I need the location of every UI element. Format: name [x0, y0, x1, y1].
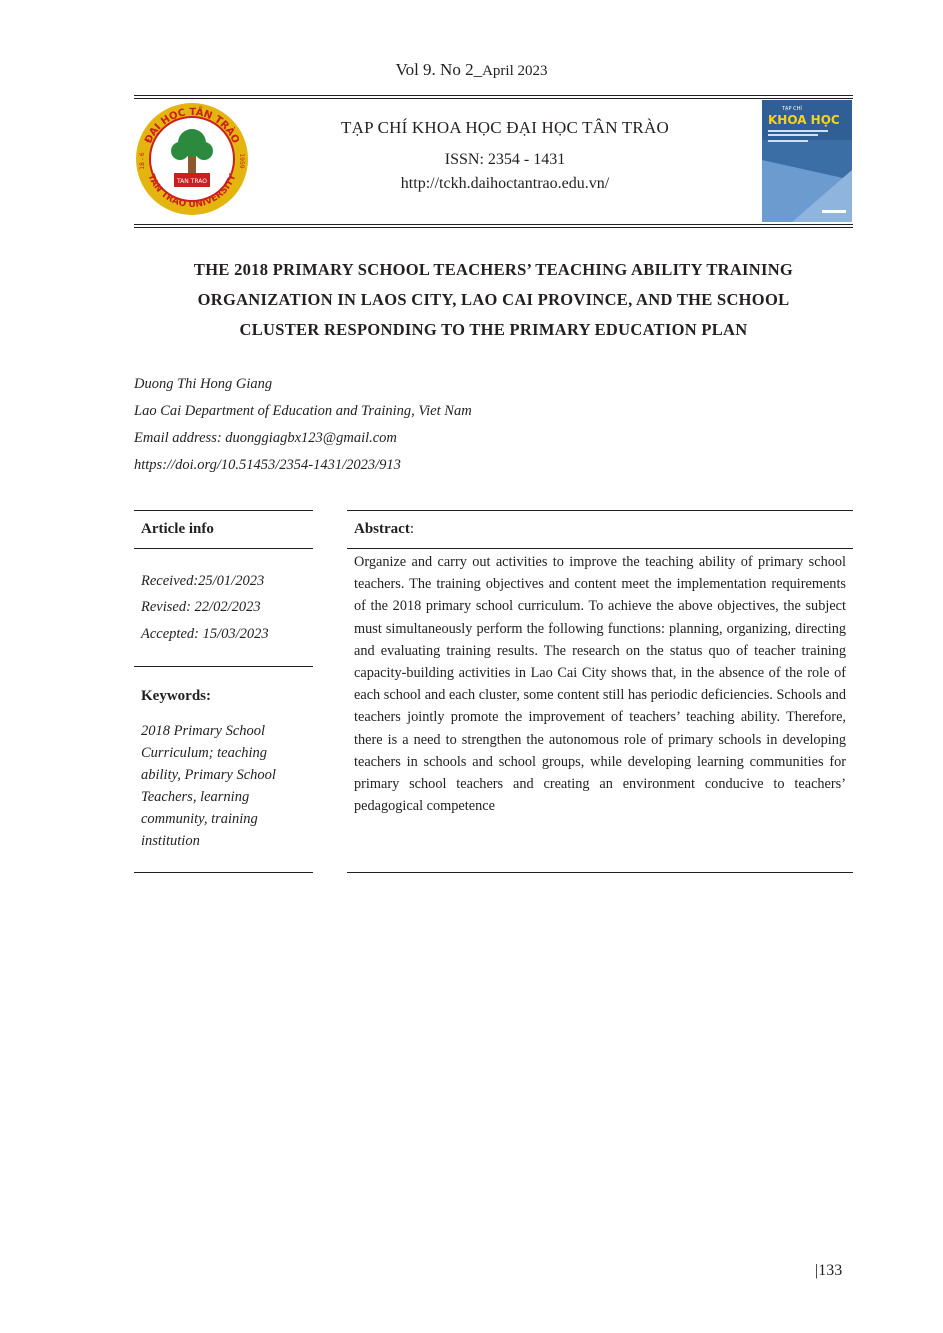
author-name: Duong Thi Hong Giang	[134, 376, 273, 392]
abstract-bottom-rule	[347, 872, 853, 873]
cover-big-text: KHOA HỌC	[768, 113, 840, 127]
author-affiliation: Lao Cai Department of Education and Training, Viet Nam	[134, 403, 472, 419]
title-line-2: ORGANIZATION IN LAOS CITY, LAO CAI PROVINCE, AND THE SCHOOL	[197, 290, 790, 309]
cover-small-text: TẠP CHÍ	[782, 106, 802, 112]
dates-bottom-rule	[134, 666, 313, 667]
abstract-text: Organize and carry out activities to improve the teaching ability of primary school teachers. The training objectives and content meet the implementation requirements of the 2018 primary school curriculum. To achieve the above objectives, the subject must simultaneously perform the following functions: planning, organizing, directing and evaluating training results. The research on the status quo of teacher training capacity-building activities in Lao Cai City shows that, in the absence of the role of each school and each cluster, some content still has periodic deficiencies. Schools and teachers jointly promote the improvement of teachers’ teaching ability. Therefore, there is a need to strengthen the autonomous role of primary schools in developing teachers in schools and school groups, while developing learning communities for primary school teachers and creating an environment conducive to teachers’ pedagogical competence	[354, 554, 846, 815]
abstract-top-rule	[347, 510, 853, 511]
journal-cover-image	[762, 100, 852, 222]
header-bottom-rule	[134, 224, 853, 225]
header-bottom-rule-thin	[134, 227, 853, 228]
logo-text-top: ĐẠI HỌC TÂN TRÀO	[143, 106, 241, 146]
journal-issn: ISSN: 2354 - 1431	[444, 151, 566, 168]
article-doi[interactable]: https://doi.org/10.51453/2354-1431/2023/913	[134, 457, 401, 473]
logo-side-right: 1959	[238, 153, 245, 169]
revised-date: Revised: 22/02/2023	[141, 599, 261, 615]
abstract-heading-rule	[347, 548, 853, 549]
author-email[interactable]: Email address: duonggiagbx123@gmail.com	[134, 430, 397, 446]
abstract-heading: Abstract	[354, 521, 410, 537]
journal-url[interactable]: http://tckh.daihoctantrao.edu.vn/	[400, 175, 610, 192]
article-title	[134, 255, 853, 345]
logo-text-bottom: TAN TRAO UNIVERSITY	[145, 172, 239, 211]
logo-side-left: 18 - 6	[139, 152, 146, 170]
keywords-heading: Keywords:	[141, 688, 211, 704]
info-heading-rule	[134, 548, 313, 549]
info-top-rule	[134, 510, 313, 511]
logo-plate-text: TAN TRAO	[176, 178, 208, 185]
journal-name: TẠP CHÍ KHOA HỌC ĐẠI HỌC TÂN TRÀO	[341, 118, 669, 137]
keywords-list: 2018 Primary School Curriculum; teaching ability, Primary School Teachers, learning community, training institution	[141, 723, 276, 849]
university-logo	[134, 101, 250, 217]
header-top-rule	[134, 95, 853, 96]
info-bottom-rule	[134, 872, 313, 873]
volume-number: Vol 9. No 2_	[395, 60, 483, 79]
abstract-heading-colon: :	[409, 521, 414, 537]
title-line-1: THE 2018 PRIMARY SCHOOL TEACHERS’ TEACHING ABILITY TRAINING	[193, 260, 794, 279]
article-info-heading: Article info	[141, 521, 214, 537]
header-top-rule-thin	[134, 98, 853, 99]
volume-line	[0, 60, 943, 80]
abstract-heading-wrap	[354, 521, 414, 538]
received-date: Received:25/01/2023	[141, 573, 265, 589]
title-line-3: CLUSTER RESPONDING TO THE PRIMARY EDUCATION PLAN	[239, 320, 748, 339]
page-number: |133	[815, 1262, 843, 1279]
accepted-date: Accepted: 15/03/2023	[141, 626, 269, 642]
issue-month: April 2023	[482, 63, 548, 79]
